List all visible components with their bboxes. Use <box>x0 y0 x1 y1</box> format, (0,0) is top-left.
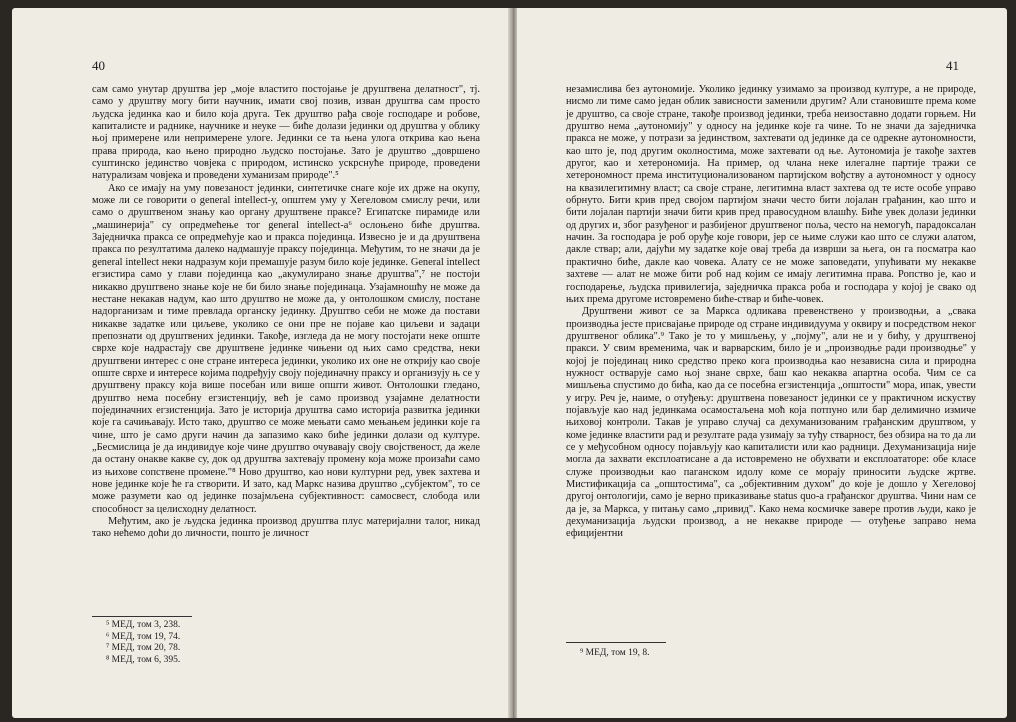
paragraph: Ако се имају на уму повезаност јединки, синтетичке снаге које их држе на окупу, може ли се говорити о general intellect-у, општем уму у Хегеловом смислу речи, или само о друштвеном знању као органу друштвене праксе? Египатске пирамиде или „машинерија" су опредмећење тог general intellect-а⁶ ослоњено биће друштва. Заједничка пракса се опредмећује као и пракса појединца. Извесно је и да друштвена пракса по резултатима далеко надмашује праксу појединца. Међутим, то не значи да је general intellect неки надразум који премашује разум било које јединке. General intellect егзистира само у глави појединца као „акумулирано знање друштва",⁷ не постоји никакво друштвено знање које не би било знање појединаца. Узајамношћу не може да нестане некакав надум, као што друштво не може да, у онтолошком смислу, постане надорганизам и тиме превлада органску јединку. Друштво себи не може да постави никакве задатке или циљеве, уколико се они пре не појаве као циљеви и задаци препознати од друштвених јединки. Такође, изгледа да не могу постојати неке опште сврхе које надрастају све друштвене јединке чињени од њих само средства, неки друштвени интерес с оне стране интереса јединки, уколико их оне не открију као своје опште сврхе и интересе којима подређују своју појединачну праксу и организују њ се у друштвену праксу која више посебан или више општи живот. Онтолошки гледано, друштво нема посебну егзистенцију, већ је само производ узајамне делатности појединачних егзистенција. Зато је историја друштва само историја развитка јединки које га сачињавају. Исто тако, друштво се може мењати само мењањем јединки које га чине, што је само други начин да запазимо како биће јединки долази од културе. „Бесмислица је да индивидуе које чине друштво очувавају своју својственост, да желе да остану онакве какве су, док од друштва захтевају промену која може произаћи само из њихове сопствене промене."⁸ Ново друштво, као нови културни ред, увек захтева и нове јединке које ће га створити. И зато, кад Маркс назива друштво „субјектом", то се може разумети као од јединке позајмљена субјективност: самосвест, слобода или способност за целисходну делатност. <box>92 182 480 515</box>
page-number: 41 <box>946 58 959 73</box>
footnote-rule <box>92 616 192 617</box>
page-number: 40 <box>92 58 105 73</box>
paragraph: незамислива без аутономије. Уколико јединку узимамо за производ културе, а не природе, нисмо ли тиме само један облик зависности заменили другим? Али становиште према коме је друштво, са своје стране, такође производ јединки, треба неизоставно додати горњем. Ни друштво нема „аутономију" у односу на јединке које га чине. То не значи да заједничка пракса не може, у потрази за јединством, захтевати од јединке да се одрекне аутономности, као што је, под другим околностима, може захтевати од ње. Аутономија је такође захтев другог, као и хетерономија. На пример, од члана неке илегалне партије тражи се хетерономност према институционализованом партијском вођству а аутономност у односу на квазилегитимну власт; са своје стране, легитимна власт захтева од те исте особе управо обрнуто. Бити крив пред својом партијом значи често бити лојалан грађанин, као што и бити лојалан партији значи бити крив пред правосудном влашћу. Биће увек долази јединки од других и, због разуђеног и разбијеног друштвеног поља, често на немогућ, парадоксалан начин. За господара је роб оруђе које говори, јер се њиме служи као што се служи алатом, дакле ствар; али, дајући му задатке које овај треба да изврши за њега, он га посматра као практично биће, дакле као човека. Алату се не може заповедати, упућивати му некакве захтеве — алат не може бити роб над којим се имају легитимна права. Ропство је, као и господарење, људска привилегија, заједничка пракса роба и господара у којој је свако од њих према другоме истовремено биће-ствар и биће-човек. <box>566 84 976 305</box>
paragraph: Друштвени живот се за Маркса одликава превенствено у производњи, а „свака производња јесте присвајање природе од стране индивидуума у оквиру и посредством неког друштвеног облика".⁹ Тако је то у мишљењу, у „појму", али не и у бићу, у друштвеној пракси. У свим временима, чак и варварским, било је и „производње ради производње" у којој је појединац нико средство преко кога производња као независна сила и природна нужност остварује само њој знане сврхе, баш као некаква апартна особа. Чим се са мишљења спустимо до бића, као да се посебна егзистенција „општости" мора, ипак, увести у игру. Реч је, наиме, о отуђењу: друштвена повезаност јединки се у практичном искуству појављује као над јединкама осамостаљена моћ која потпуно или бар делимично измиче њиховој контроли. Такав је управо случај са дехуманизованим грађанским друштвом, у коме јединке властити рад и резултате рада узимају за туђу стварност, без обзира на то да ли се у међусобном односу појављују као капиталисти или као радници. Дехуманизација није могла да захвати експлоатисане а да истовремено не обухвати и експлоататоре: обе класе служе производњи као паганском идолу коме се морају приносити људске жртве. Мистификација са „општостима", са „објективним духом" до које је дошло у Хегеловој другој онтологији, само је верно приказивање status quo-а грађанског друштва. Чини нам се да је, за Маркса, у питању само „привид". Како нема космичке завере против људи, како је дехуманизација људски производ, а не некакве природе — отуђење заправо нема ефицијентни <box>566 306 976 540</box>
footnotes <box>580 648 650 660</box>
footnote: ⁶ МЕД, том 19, 74. <box>106 631 181 642</box>
footnote: ⁷ МЕД, том 20, 78. <box>106 643 181 653</box>
left-page <box>12 8 512 718</box>
footnote: ⁵ МЕД, том 3, 238. <box>106 620 181 630</box>
right-page <box>517 8 1007 718</box>
footnote: ⁹ МЕД, том 19, 8. <box>580 648 650 658</box>
body-text <box>92 84 480 541</box>
paragraph: Међутим, ако је људска јединка производ друштва плус материјални талог, никад тако нећемо доћи до личности, пошто је личност <box>92 516 480 540</box>
footnote: ⁸ МЕД, том 6, 395. <box>106 654 181 665</box>
body-text <box>566 84 976 541</box>
paragraph: сам само унутар друштва јер „моје властито постојање је друштвена делатност", тј. само у друштву могу бити научник, имати свој позив, изван друштва сам просто људска јединка као и било која друга. Тек друштво рађа своје господаре и робове, капиталисте и раднике, научнике и неуке — биће долази јединки од друштва у облику њој примерене или непримерене улоге. Јединки се та њена улога открива као њена права природа, као њено природно људско постојање. Зато је друштво „довршено суштинско јединство човјека с природом, истинско ускрснуће природе, проведени натурализам човјека и проведени хуманизам природе".⁵ <box>92 84 480 182</box>
footnote-rule <box>566 642 666 643</box>
footnotes <box>106 620 180 666</box>
